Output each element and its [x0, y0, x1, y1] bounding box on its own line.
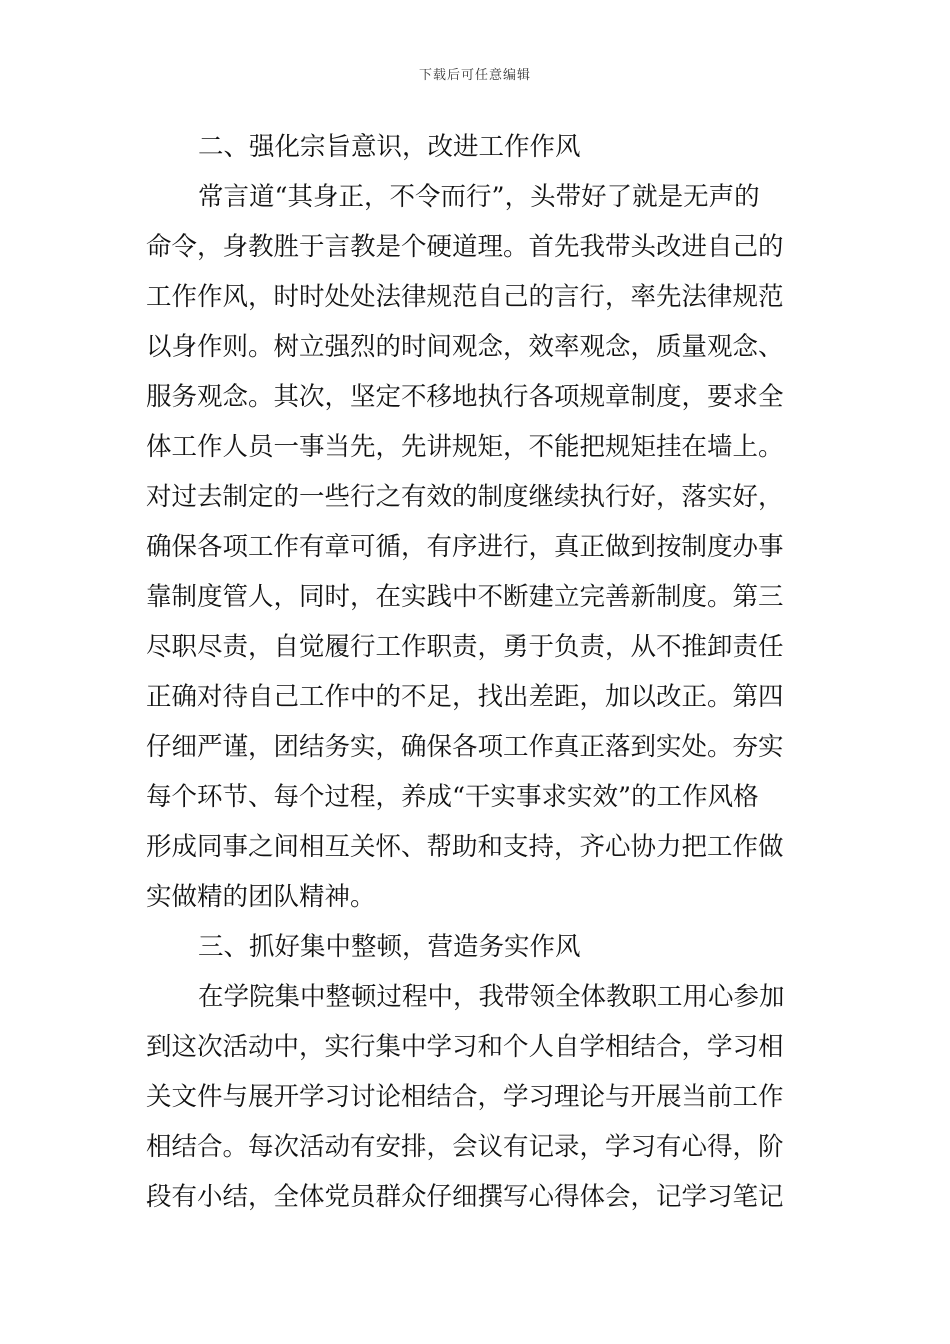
paragraph-line: 尽职尽责，自觉履行工作职责，勇于负责，从不推卸责任	[146, 632, 784, 662]
paragraph-line: 服务观念。其次，坚定不移地执行各项规章制度，要求全	[146, 382, 784, 412]
paragraph-line: 在学院集中整顿过程中，我带领全体教职工用心参加	[198, 982, 785, 1012]
paragraph-line: 相结合。每次活动有安排，会议有记录，学习有心得，阶	[146, 1132, 784, 1162]
section-heading: 三、抓好集中整顿，营造务实作风	[198, 932, 581, 962]
paragraph-line: 仔细严谨，团结务实，确保各项工作真正落到实处。夯实	[146, 732, 784, 762]
paragraph-line: 到这次活动中，实行集中学习和个人自学相结合，学习相	[146, 1032, 784, 1062]
paragraph-line: 每个环节、每个过程，养成“干实事求实效”的工作风格	[146, 782, 759, 812]
page-header-note: 下载后可任意编辑	[418, 68, 531, 83]
paragraph-line: 段有小结，全体党员群众仔细撰写心得体会，记学习笔记	[146, 1182, 784, 1212]
paragraph-line: 确保各项工作有章可循，有序进行，真正做到按制度办事	[146, 532, 784, 562]
paragraph-line: 实做精的团队精神。	[146, 882, 376, 912]
paragraph-line: 常言道“其身正，不令而行”，头带好了就是无声的	[198, 182, 760, 212]
paragraph-line: 关文件与展开学习讨论相结合，学习理论与开展当前工作	[146, 1082, 784, 1112]
section-heading: 二、强化宗旨意识，改进工作作风	[198, 132, 581, 162]
paragraph-line: 靠制度管人，同时，在实践中不断建立完善新制度。第三	[146, 582, 784, 612]
paragraph-line: 命令，身教胜于言教是个硬道理。首先我带头改进自己的	[146, 232, 784, 262]
paragraph-line: 体工作人员一事当先，先讲规矩，不能把规矩挂在墙上。	[146, 432, 784, 462]
paragraph-line: 工作作风，时时处处法律规范自己的言行，率先法律规范	[146, 282, 784, 312]
document-body	[146, 122, 806, 1222]
paragraph-line: 以身作则。树立强烈的时间观念，效率观念，质量观念、	[146, 332, 784, 362]
paragraph-line: 对过去制定的一些行之有效的制度继续执行好，落实好，	[146, 482, 784, 512]
paragraph-line: 形成同事之间相互关怀、帮助和支持，齐心协力把工作做	[146, 832, 784, 862]
paragraph-line: 正确对待自己工作中的不足，找出差距，加以改正。第四	[146, 682, 784, 712]
